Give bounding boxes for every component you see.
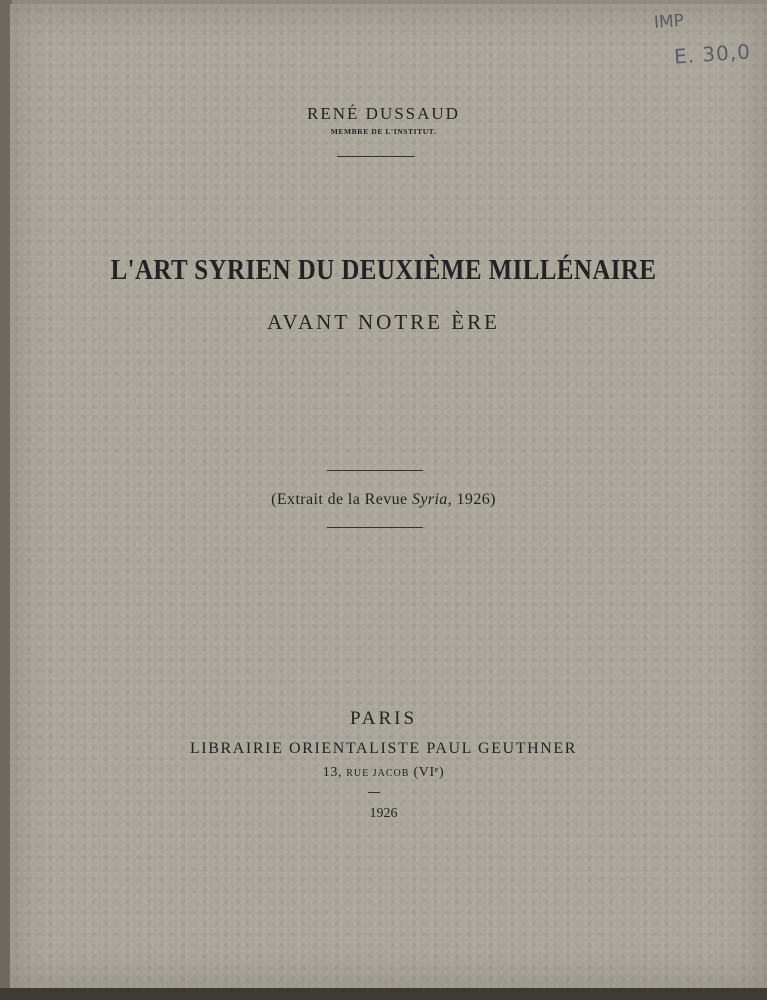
- extract-bottom-divider: [327, 527, 423, 528]
- handwritten-note-imp: IMP: [653, 10, 685, 34]
- extract-top-divider: [327, 470, 423, 471]
- address-street: RUE JACOB: [346, 768, 410, 779]
- title-line-1: L'ART SYRIEN DU DEUXIÈME MILLÉNAIRE: [110, 254, 657, 286]
- extract-note: [0, 491, 767, 509]
- year-divider: [368, 792, 380, 793]
- author-affiliation: MEMBRE DE L'INSTITUT.: [330, 127, 437, 136]
- publication-year: 1926: [369, 806, 398, 821]
- author-divider: [337, 156, 415, 157]
- author-name: RENÉ DUSSAUD: [307, 104, 460, 123]
- handwritten-price: E. 30,0: [673, 39, 752, 69]
- extract-suffix: , 1926): [447, 491, 496, 508]
- publisher-city: PARIS: [349, 708, 418, 729]
- publisher-name: LIBRAIRIE ORIENTALISTE PAUL GEUTHNER: [189, 740, 578, 757]
- publisher-address: [0, 765, 767, 781]
- extract-prefix: (Extrait de la Revue: [271, 491, 412, 508]
- title-line-2: AVANT NOTRE ÈRE: [267, 310, 500, 334]
- address-number: 13,: [322, 765, 343, 780]
- address-arrondissement: (VIᵉ): [413, 765, 445, 780]
- journal-name: Syria: [411, 491, 448, 508]
- cover-bottom-edge: [0, 988, 767, 1000]
